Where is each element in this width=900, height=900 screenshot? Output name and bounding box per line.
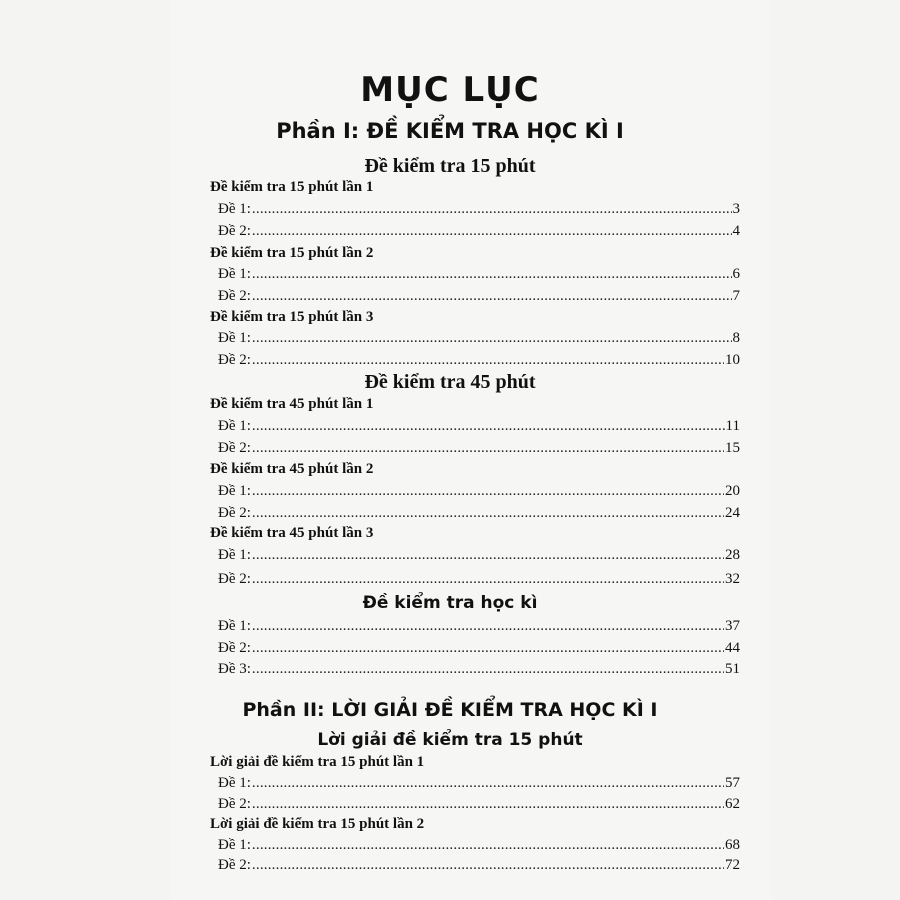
dot-leader [252,796,724,813]
dot-leader [252,483,724,500]
toc-entry[interactable] [218,547,740,565]
page-number: 8 [732,330,740,346]
page-number: 72 [725,857,740,873]
page-number: 68 [725,837,740,853]
part1-heading: Phần I: ĐỀ KIỂM TRA HỌC KÌ I [276,119,624,143]
entry-label: Đề 2: [218,571,251,587]
page-number: 4 [732,223,740,239]
page-number: 37 [725,618,740,634]
entry-label: Đề 1: [218,330,251,346]
page-number: 15 [725,440,740,456]
page-number: 3 [732,201,740,217]
dot-leader [252,571,724,588]
page-number: 32 [725,571,740,587]
page-number: 62 [725,796,740,812]
dot-leader [252,352,724,369]
page-number: 7 [732,288,740,304]
entry-label: Đề 2: [218,796,251,812]
toc-entry[interactable] [218,775,740,793]
entry-label: Đề 1: [218,483,251,499]
group-heading: Đề kiểm tra 45 phút lần 1 [210,396,374,412]
dot-leader [252,640,724,657]
toc-entry[interactable] [218,330,740,348]
toc-title: MỤC LỤC [360,70,540,110]
toc-entry[interactable] [218,352,740,370]
entry-label: Đề 2: [218,505,251,521]
toc-entry[interactable] [218,483,740,501]
page-number: 6 [732,266,740,282]
toc-entry[interactable] [218,223,740,241]
dot-leader [252,661,724,678]
page-number: 51 [725,661,740,677]
page-number: 24 [725,505,740,521]
toc-entry[interactable] [218,288,740,306]
dot-leader [252,547,724,564]
toc-entry[interactable] [218,571,740,589]
group-heading: Lời giải đề kiểm tra 15 phút lần 2 [210,816,425,832]
toc-entry[interactable] [218,837,740,855]
toc-entry[interactable] [218,266,740,284]
section-heading: Lời giải đề kiểm tra 15 phút [317,730,583,750]
entry-label: Đề 1: [218,201,251,217]
page-number: 44 [725,640,740,656]
dot-leader [252,223,732,240]
group-heading: Đề kiểm tra 45 phút lần 2 [210,461,374,477]
section-heading: Đề kiểm tra 45 phút [364,371,536,393]
section-heading: Đề kiểm tra học kì [362,593,538,613]
toc-entry[interactable] [218,640,740,658]
entry-label: Đề 2: [218,857,251,873]
toc-entry[interactable] [218,857,740,875]
group-heading: Lời giải đề kiểm tra 15 phút lần 1 [210,754,425,770]
group-heading: Đề kiểm tra 45 phút lần 3 [210,525,374,541]
entry-label: Đề 2: [218,640,251,656]
entry-label: Đề 2: [218,288,251,304]
dot-leader [252,505,724,522]
group-heading: Đề kiểm tra 15 phút lần 2 [210,245,374,261]
dot-leader [252,330,732,347]
part2-heading: Phần II: LỜI GIẢI ĐỀ KIỂM TRA HỌC KÌ I [242,699,658,721]
entry-label: Đề 3: [218,661,251,677]
page-number: 28 [725,547,740,563]
toc-entry[interactable] [218,618,740,636]
entry-label: Đề 1: [218,837,251,853]
entry-label: Đề 1: [218,418,251,434]
toc-entry[interactable] [218,418,740,436]
dot-leader [252,857,724,874]
group-heading: Đề kiểm tra 15 phút lần 1 [210,179,374,195]
dot-leader [252,201,732,218]
page-number: 10 [725,352,740,368]
entry-label: Đề 1: [218,775,251,791]
entry-label: Đề 1: [218,618,251,634]
entry-label: Đề 1: [218,266,251,282]
dot-leader [252,288,732,305]
toc-entry[interactable] [218,201,740,219]
entry-label: Đề 2: [218,352,251,368]
group-heading: Đề kiểm tra 15 phút lần 3 [210,309,374,325]
entry-label: Đề 2: [218,223,251,239]
section-heading: Đề kiểm tra 15 phút [364,155,536,177]
entry-label: Đề 1: [218,547,251,563]
dot-leader [252,775,724,792]
page-number: 57 [725,775,740,791]
page-number: 20 [725,483,740,499]
toc-entry[interactable] [218,661,740,679]
toc-entry[interactable] [218,796,740,814]
dot-leader [252,618,724,635]
dot-leader [252,266,732,283]
entry-label: Đề 2: [218,440,251,456]
dot-leader [252,440,724,457]
page-number: 11 [725,418,740,434]
toc-entry[interactable] [218,440,740,458]
toc-entry[interactable] [218,505,740,523]
dot-leader [252,418,725,435]
dot-leader [252,837,724,854]
